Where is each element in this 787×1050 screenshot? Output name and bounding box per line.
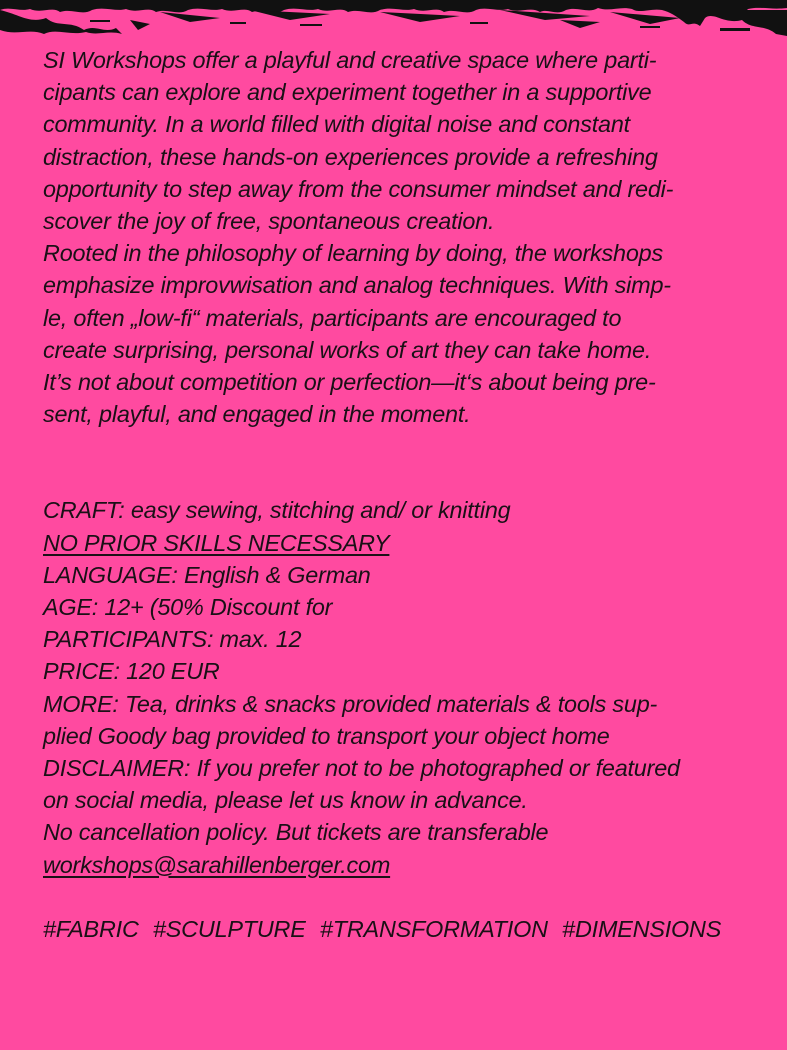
disclaimer-line: DISCLAIMER: If you prefer not to be photographed or featured xyxy=(43,755,680,782)
price-detail: PRICE: 120 EUR xyxy=(43,658,220,685)
hashtag[interactable]: #FABRIC xyxy=(43,915,139,942)
workshop-description xyxy=(43,44,763,945)
intro-line: opportunity to step away from the consumer mindset and redi- xyxy=(43,175,674,202)
more-detail-line: MORE: Tea, drinks & snacks provided materials & tools sup- xyxy=(43,690,658,717)
spacer xyxy=(43,430,763,494)
intro-line: emphasize improvwisation and analog techniques. With simp- xyxy=(43,272,671,299)
intro-line: cipants can explore and experiment together in a supportive xyxy=(43,79,652,106)
hashtag[interactable]: #TRANSFORMATION xyxy=(319,915,548,942)
craft-detail: CRAFT: easy sewing, stitching and/ or knitting xyxy=(43,497,511,524)
intro-line: distraction, these hands-on experiences provide a refreshing xyxy=(43,143,658,170)
hashtag[interactable]: #SCULPTURE xyxy=(152,915,306,942)
skills-note: NO PRIOR SKILLS NECESSARY xyxy=(43,529,390,556)
intro-line: It’s not about competition or perfection—it‘s about being pre- xyxy=(43,369,656,396)
intro-line: community. In a world filled with digital noise and constant xyxy=(43,111,630,138)
cancellation-policy: No cancellation policy. But tickets are transferable xyxy=(43,819,549,846)
language-detail: LANGUAGE: English & German xyxy=(43,561,371,588)
intro-line: le, often „low-fi“ materials, participants are encouraged to xyxy=(43,304,622,331)
hashtag-list xyxy=(43,913,763,945)
intro-line: SI Workshops offer a playful and creative space where parti- xyxy=(43,47,657,73)
grunge-texture-icon xyxy=(0,0,787,36)
intro-line: create surprising, personal works of art they can take home. xyxy=(43,336,652,363)
participants-detail: PARTICIPANTS: max. 12 xyxy=(43,626,302,653)
grunge-texture-band xyxy=(0,0,787,42)
spacer xyxy=(43,881,763,913)
more-detail-line: plied Goody bag provided to transport your object home xyxy=(43,722,610,749)
contact-email-link[interactable]: workshops@sarahillenberger.com xyxy=(43,851,391,878)
intro-line: Rooted in the philosophy of learning by doing, the workshops xyxy=(43,240,663,267)
hashtag[interactable]: #DIMENSIONS xyxy=(562,915,722,942)
details-list xyxy=(43,494,763,880)
disclaimer-line: on social media, please let us know in advance. xyxy=(43,787,528,814)
intro-paragraph xyxy=(43,44,763,430)
intro-line: scover the joy of free, spontaneous creation. xyxy=(43,208,495,235)
intro-line: sent, playful, and engaged in the moment. xyxy=(43,401,471,428)
age-detail: AGE: 12+ (50% Discount for xyxy=(43,594,333,621)
